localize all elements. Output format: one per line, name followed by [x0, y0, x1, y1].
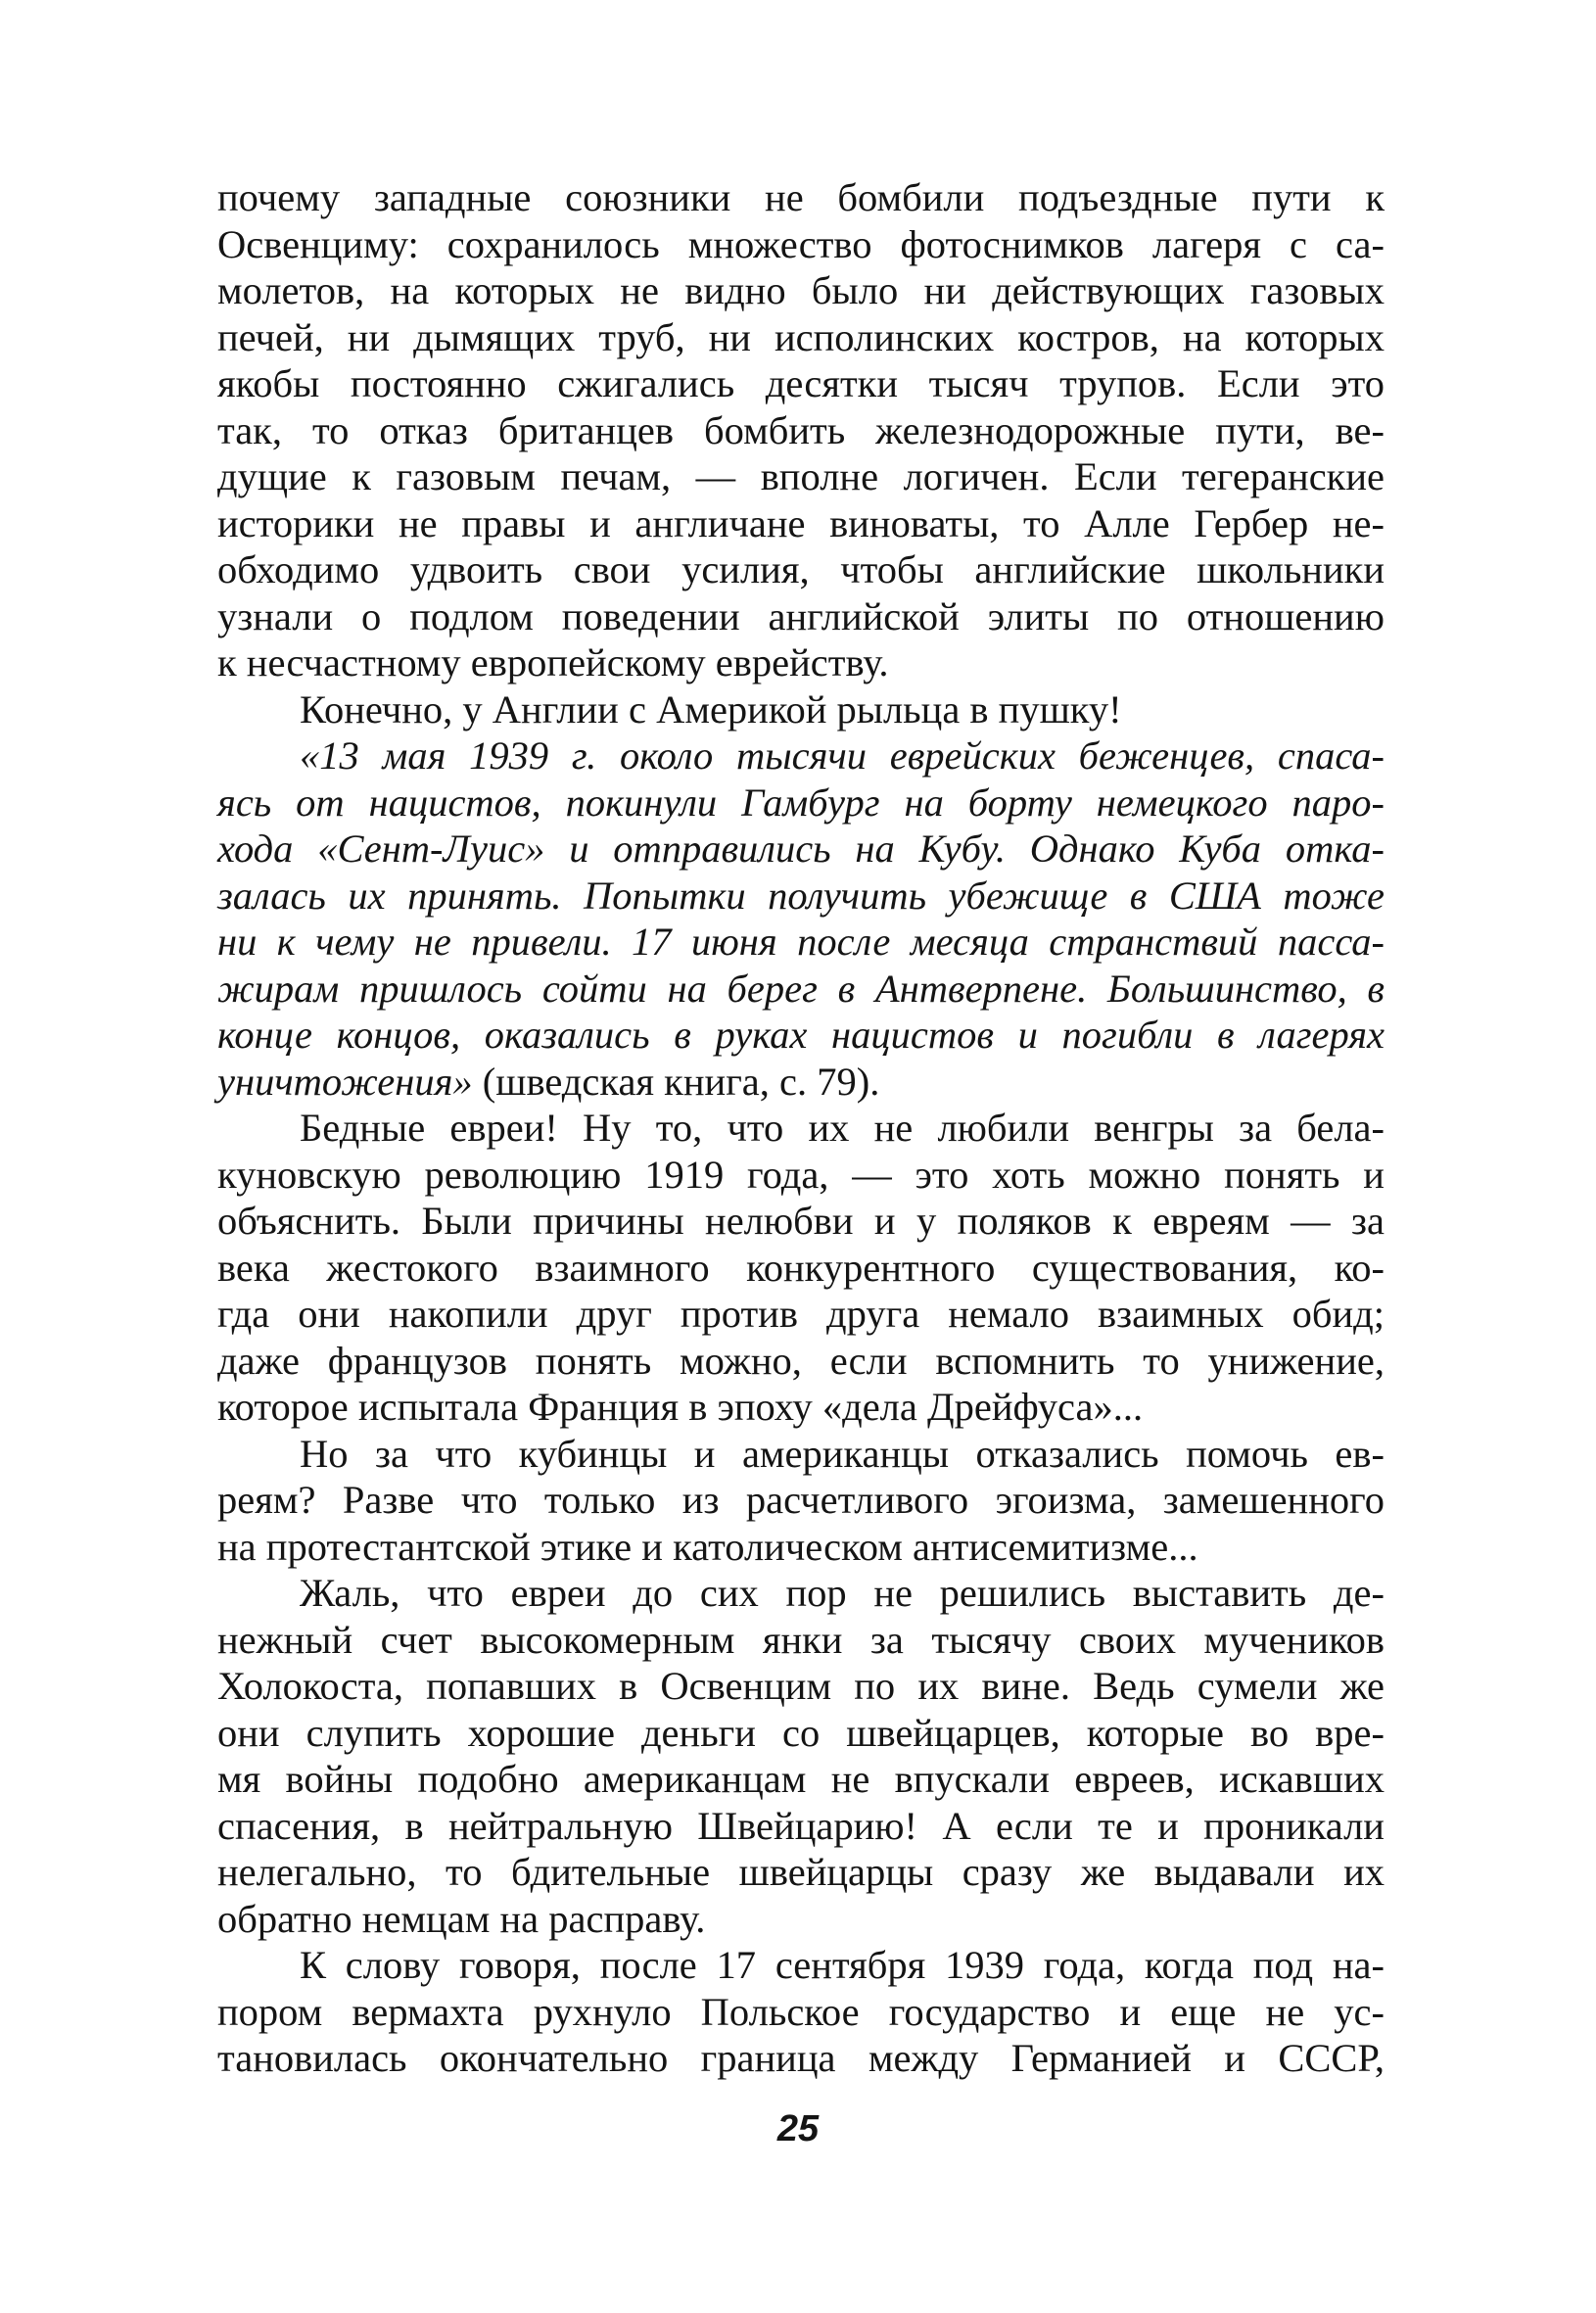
- text-line: на протестантской этике и католическом антисемитизме...: [217, 1524, 1198, 1569]
- quote-end: уничтожения»: [217, 1059, 473, 1104]
- page-body: [217, 174, 1385, 2082]
- text-line: так, то отказ британцев бомбить железнодорожные пути, ве-: [217, 407, 1385, 452]
- text-line: якобы постоянно сжигались десятки тысяч трупов. Если это: [217, 361, 1385, 405]
- text-line: дущие к газовым печам, — вполне логичен. Если тегеранские: [217, 454, 1385, 498]
- text-line: Но за что кубинцы и американцы отказались помочь ев-: [300, 1431, 1385, 1476]
- text-line: мя войны подобно американцам не впускали евреев, искавших: [217, 1757, 1385, 1801]
- text-line: печей, ни дымящих труб, ни исполинских костров, на которых: [217, 314, 1385, 359]
- text-line: Холокоста, попавших в Освенцим по их вине. Ведь сумели же: [217, 1664, 1385, 1708]
- text-line: историки не правы и англичане виноваты, то Алле Гербер не-: [217, 500, 1385, 545]
- text-line: Жаль, что евреи до сих пор не решились выставить де-: [300, 1571, 1385, 1615]
- text-line: гда они накопили друг против друга немало взаимных обид;: [217, 1292, 1385, 1336]
- text-line: пором вермахта рухнуло Польское государство и еще не ус-: [217, 1989, 1385, 2034]
- text-line: реям? Разве что только из расчетливого эгоизма, замешенного: [217, 1478, 1385, 1522]
- text-line: века жестокого взаимного конкурентного существования, ко-: [217, 1245, 1385, 1290]
- quote-line: залась их принять. Попытки получить убежище в США тоже: [217, 873, 1385, 918]
- text-line: объяснить. Были причины нелюбви и у поляков к евреям — за: [217, 1199, 1385, 1243]
- quote-line: жирам пришлось сойти на берег в Антверпене. Большинство, в: [217, 966, 1385, 1011]
- text-line: даже французов понять можно, если вспомнить то унижение,: [217, 1338, 1385, 1383]
- text-line: нелегально, то бдительные швейцарцы сразу же выдавали их: [217, 1850, 1385, 1894]
- text-line: почему западные союзники не бомбили подъездные пути к: [217, 175, 1385, 219]
- quote-source-line: [217, 1059, 1385, 1106]
- text-line: Бедные евреи! Ну то, что их не любили венгры за бела-: [300, 1106, 1385, 1150]
- text-line: обходимо удвоить свои усилия, чтобы английские школьники: [217, 547, 1385, 591]
- quote-citation: (шведская книга, с. 79).: [472, 1059, 880, 1104]
- text-line: спасения, в нейтральную Швейцарию! А если те и проникали: [217, 1803, 1385, 1848]
- text-line: Конечно, у Англии с Америкой рыльца в пушку!: [300, 686, 1122, 732]
- text-line: тановилась окончательно граница между Германией и СССР,: [217, 2036, 1385, 2080]
- page-number: 25: [776, 2108, 820, 2149]
- text-line: Освенциму: сохранилось множество фотоснимков лагеря с са-: [217, 221, 1385, 266]
- quote-line: «13 мая 1939 г. около тысячи еврейских беженцев, спаса-: [300, 733, 1385, 778]
- text-line: они слупить хорошие деньги со швейцарцев, которые во вре-: [217, 1710, 1385, 1755]
- text-line: к несчастному европейскому еврейству.: [217, 640, 889, 684]
- text-line: нежный счет высокомерным янки за тысячу своих мучеников: [217, 1617, 1385, 1662]
- text-line: куновскую революцию 1919 года, — это хоть можно понять и: [217, 1152, 1385, 1197]
- text-line: К слову говоря, после 17 сентября 1939 года, когда под на-: [300, 1943, 1385, 1987]
- quote-line: ясь от нацистов, покинули Гамбург на борту немецкого паро-: [217, 779, 1385, 825]
- text-line: молетов, на которых не видно было ни действующих газовых: [217, 268, 1385, 312]
- quote-line: конце концов, оказались в руках нацистов и погибли в лагерях: [217, 1013, 1385, 1057]
- quote-line: ни к чему не привели. 17 июня после месяца странствий пасса-: [217, 920, 1385, 964]
- quote-line: хода «Сент-Луис» и отправились на Кубу. Однако Куба отка-: [217, 826, 1385, 871]
- text-line: узнали о подлом поведении английской элиты по отношению: [217, 593, 1385, 638]
- text-line: обратно немцам на расправу.: [217, 1896, 706, 1941]
- text-line: которое испытала Франция в эпоху «дела Дрейфуса»...: [217, 1385, 1144, 1429]
